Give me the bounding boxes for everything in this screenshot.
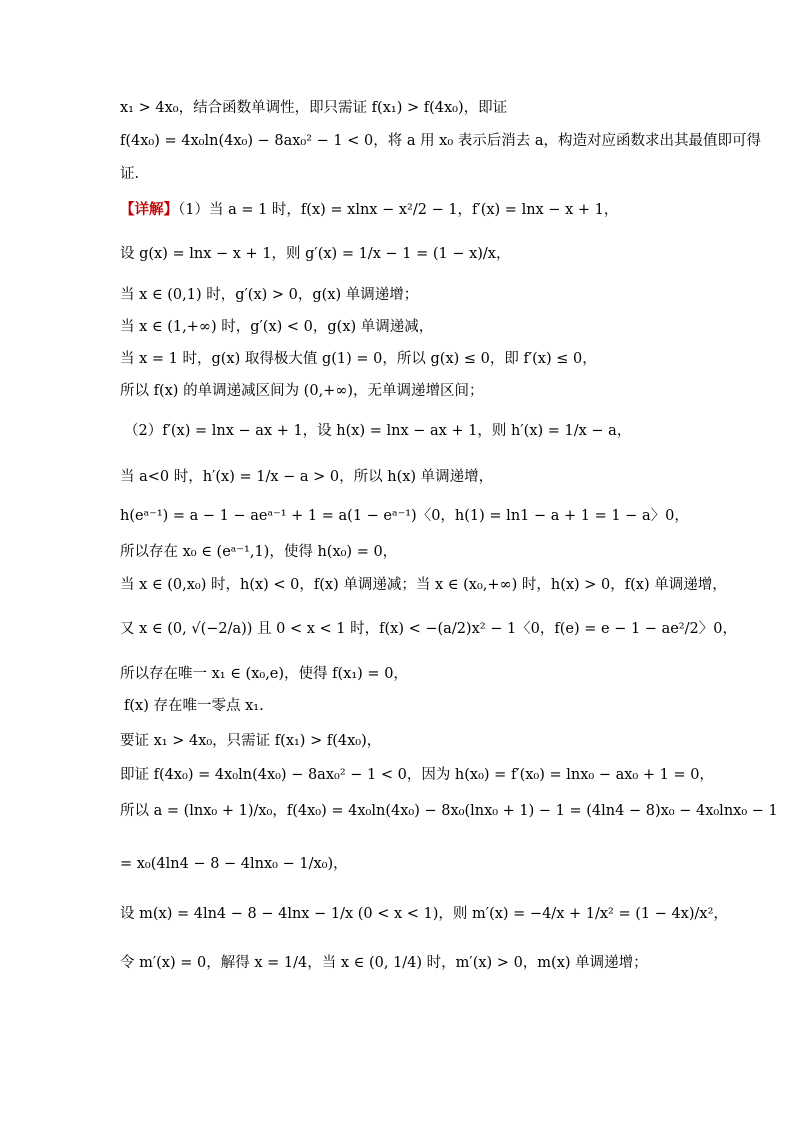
text-line <box>120 574 727 596</box>
text-line <box>120 730 720 752</box>
line-text: f(4x₀) = 4x₀ln(4x₀) − 8ax₀² − 1 < 0，将 a 用 x₀ 表示后消去 a，构造对应函数求出其最值即可得 <box>120 133 762 149</box>
text-line <box>120 163 720 185</box>
line-text: 设 g(x) = lnx − x + 1，则 g′(x) = 1/x − 1 = (1 − x)/x， <box>120 246 511 262</box>
section-label: 【详解】 <box>120 201 178 218</box>
line-text: 当 a<0 时，h′(x) = 1/x − a > 0，所以 h(x) 单调递增， <box>120 469 494 485</box>
text-line <box>120 380 720 402</box>
line-text: 设 m(x) = 4ln4 − 8 − 4lnx − 1/x (0 < x < 1)，则 m′(x) = −4/x + 1/x² = (1 − 4x)/x²， <box>120 906 728 922</box>
text-line <box>120 243 720 265</box>
text-line <box>124 695 724 717</box>
text-line <box>120 853 720 875</box>
text-line <box>120 903 728 925</box>
text-line <box>120 764 720 786</box>
line-text: f(x) 存在唯一零点 x₁. <box>124 698 264 714</box>
text-line <box>120 505 720 527</box>
text-line <box>120 541 720 563</box>
line-text: x₁ > 4x₀，结合函数单调性，即只需证 f(x₁) > f(4x₀)，即证 <box>120 100 508 116</box>
line-text: = x₀(4ln4 − 8 − 4lnx₀ − 1/x₀)， <box>120 856 348 872</box>
line-text: 当 x ∈ (0,x₀) 时，h(x) < 0，f(x) 单调递减；当 x ∈ (x₀,+∞) 时，h(x) > 0，f(x) 单调递增， <box>120 577 727 593</box>
line-text: 令 m′(x) = 0，解得 x = 1/4，当 x ∈ (0, 1/4) 时，m′(x) > 0，m(x) 单调递增； <box>120 955 648 971</box>
text-line <box>120 284 720 306</box>
text-line <box>120 348 720 370</box>
text-line <box>120 97 720 119</box>
text-line <box>120 800 778 822</box>
line-text: 又 x ∈ (0, √(−2/a)) 且 0 < x < 1 时，f(x) < −(a/2)x² − 1〈0，f(e) = e − 1 − ae²/2〉0， <box>120 621 737 637</box>
text-line <box>124 420 724 442</box>
line-text: 当 x ∈ (1,+∞) 时，g′(x) < 0，g(x) 单调递减， <box>120 319 434 335</box>
text-line <box>120 130 762 152</box>
line-text: 所以存在 x₀ ∈ (eᵃ⁻¹,1)，使得 h(x₀) = 0， <box>120 544 398 560</box>
line-text: （2）f′(x) = lnx − ax + 1，设 h(x) = lnx − ax + 1，则 h′(x) = 1/x − a， <box>124 423 632 439</box>
line-text: 当 x = 1 时，g(x) 取得极大值 g(1) = 0，所以 g(x) ≤ 0，即 f′(x) ≤ 0， <box>120 351 597 367</box>
text-line <box>120 316 720 338</box>
line-text: 当 x ∈ (0,1) 时，g′(x) > 0，g(x) 单调递增； <box>120 287 419 303</box>
line-text: 所以 a = (lnx₀ + 1)/x₀，f(4x₀) = 4x₀ln(4x₀) − 8x₀(lnx₀ + 1) − 1 = (4ln4 − 8)x₀ − 4x₀lnx₀ − 1 <box>120 803 778 819</box>
text-line <box>120 663 720 685</box>
line-text: 要证 x₁ > 4x₀，只需证 f(x₁) > f(4x₀)， <box>120 733 382 749</box>
text-line <box>120 199 720 221</box>
line-text: （1）当 a = 1 时，f(x) = xlnx − x²/2 − 1，f′(x) = lnx − x + 1， <box>178 202 619 218</box>
text-line <box>120 952 720 974</box>
line-text: 所以 f(x) 的单调递减区间为 (0,+∞)，无单调递增区间； <box>120 383 484 399</box>
line-text: h(eᵃ⁻¹) = a − 1 − aeᵃ⁻¹ + 1 = a(1 − eᵃ⁻¹)〈0，h(1) = ln1 − a + 1 = 1 − a〉0， <box>120 508 689 524</box>
line-text: 证. <box>120 166 140 182</box>
line-text: 所以存在唯一 x₁ ∈ (x₀,e)，使得 f(x₁) = 0， <box>120 666 408 682</box>
line-text: 即证 f(4x₀) = 4x₀ln(4x₀) − 8ax₀² − 1 < 0，因为 h(x₀) = f′(x₀) = lnx₀ − ax₀ + 1 = 0， <box>120 767 714 783</box>
text-line <box>120 466 720 488</box>
text-line <box>120 618 737 640</box>
